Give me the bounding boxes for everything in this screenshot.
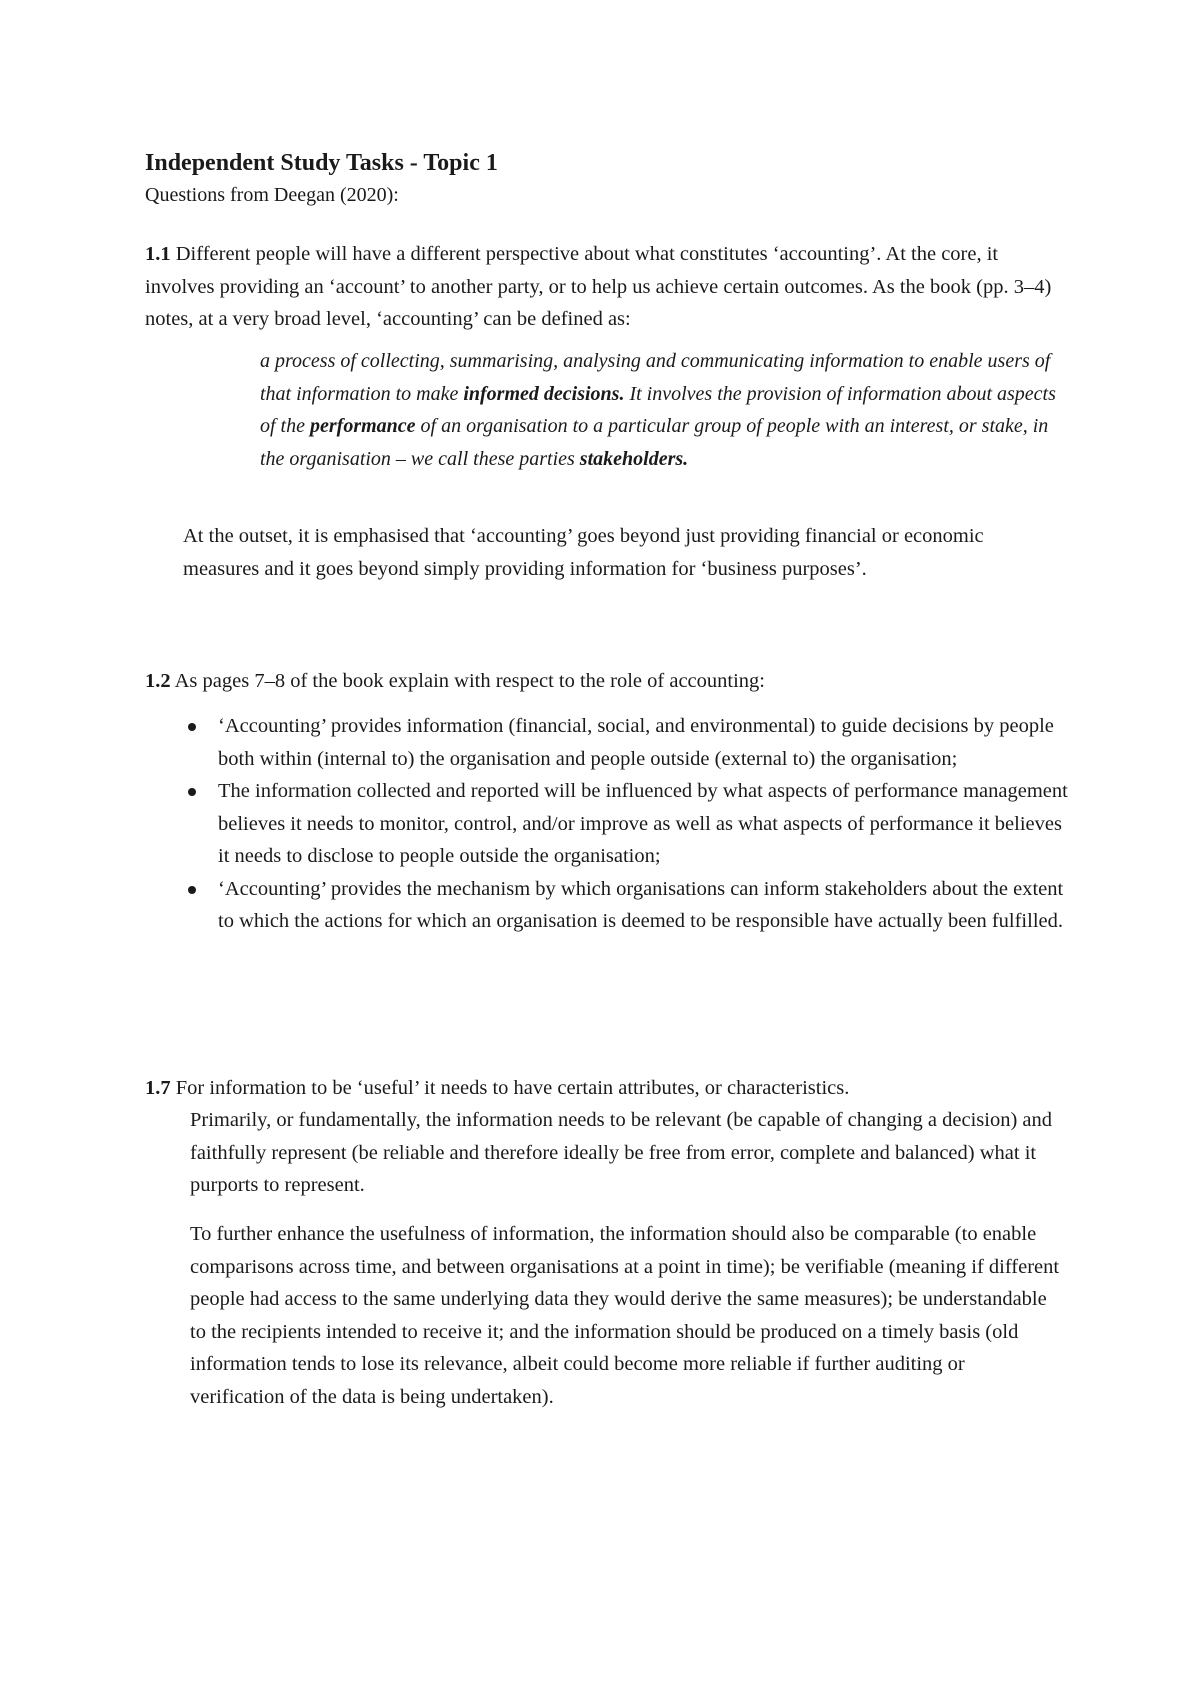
question-number: 1.7	[145, 1077, 171, 1099]
bullet-icon	[188, 788, 196, 796]
quote-part: a process of collecting, summarising, analysing and communicating information to enable users of that information to make	[260, 350, 1051, 405]
quote-emphasis: informed decisions.	[463, 382, 625, 405]
question-1-2	[145, 665, 1065, 698]
quote-part: It involves the provision of information about aspects of the	[260, 382, 1056, 437]
role-of-accounting-list	[218, 710, 1068, 938]
list-item	[218, 710, 1068, 775]
page-title: Independent Study Tasks - Topic 1	[145, 150, 498, 176]
quote-emphasis: stakeholders.	[579, 447, 689, 470]
question-number: 1.2	[145, 670, 171, 692]
list-item-text: The information collected and reported will be influenced by what aspects of performance management believes it needs to monitor, control, and/or improve as well as what aspects of performance it believes it needs to disclose to people outside the organisation;	[218, 780, 1068, 867]
list-item-text: ‘Accounting’ provides information (financial, social, and environmental) to guide decisions by people both within (internal to) the organisation and people outside (external to) the organisation;	[218, 715, 1054, 770]
bullet-icon	[188, 886, 196, 894]
definition-quote	[260, 345, 1060, 475]
quote-part: of an organisation to a particular group of people with an interest, or stake, in the organisation – we call these parties	[260, 415, 1049, 470]
question-1-7-paragraph-2: To further enhance the usefulness of information, the information should also be comparable (to enable comparisons across time, and between organisations at a point in time); be verifiable (meaning if different people had access to the same underlying data they would derive the same measures); be understandable to the recipients intended to receive it; and the information should be produced on a timely basis (old information tends to lose its relevance, albeit could become more reliable if further auditing or verification of the data is being undertaken).	[190, 1223, 1060, 1408]
question-number: 1.1	[145, 243, 171, 265]
list-item	[218, 775, 1068, 873]
question-text: For information to be ‘useful’ it needs to have certain attributes, or characteristics.	[170, 1077, 850, 1099]
quote-emphasis: performance	[310, 415, 416, 437]
page-subtitle: Questions from Deegan (2020):	[145, 184, 399, 206]
question-1-1	[145, 238, 1065, 336]
bullet-icon	[188, 723, 196, 731]
list-item	[218, 873, 1068, 938]
question-text: As pages 7–8 of the book explain with respect to the role of accounting:	[170, 670, 765, 692]
question-1-7	[145, 1072, 1065, 1105]
question-text: Different people will have a different perspective about what constitutes ‘accounting’. At the core, it involves providing an ‘account’ to another party, or to help us achieve certain outcomes. As the book (pp. 3–4) notes, at a very broad level, ‘accounting’ can be defined as:	[145, 243, 1052, 330]
question-1-1-followup: At the outset, it is emphasised that ‘accounting’ goes beyond just providing financial or economic measures and it goes beyond simply providing information for ‘business purposes’.	[183, 525, 984, 580]
list-item-text: ‘Accounting’ provides the mechanism by which organisations can inform stakeholders about the extent to which the actions for which an organisation is deemed to be responsible have actually been fulfilled.	[218, 877, 1064, 932]
question-1-7-paragraph-1: Primarily, or fundamentally, the information needs to be relevant (be capable of changing a decision) and faithfully represent (be reliable and therefore ideally be free from error, complete and balanced) what it purports to represent.	[190, 1109, 1053, 1196]
